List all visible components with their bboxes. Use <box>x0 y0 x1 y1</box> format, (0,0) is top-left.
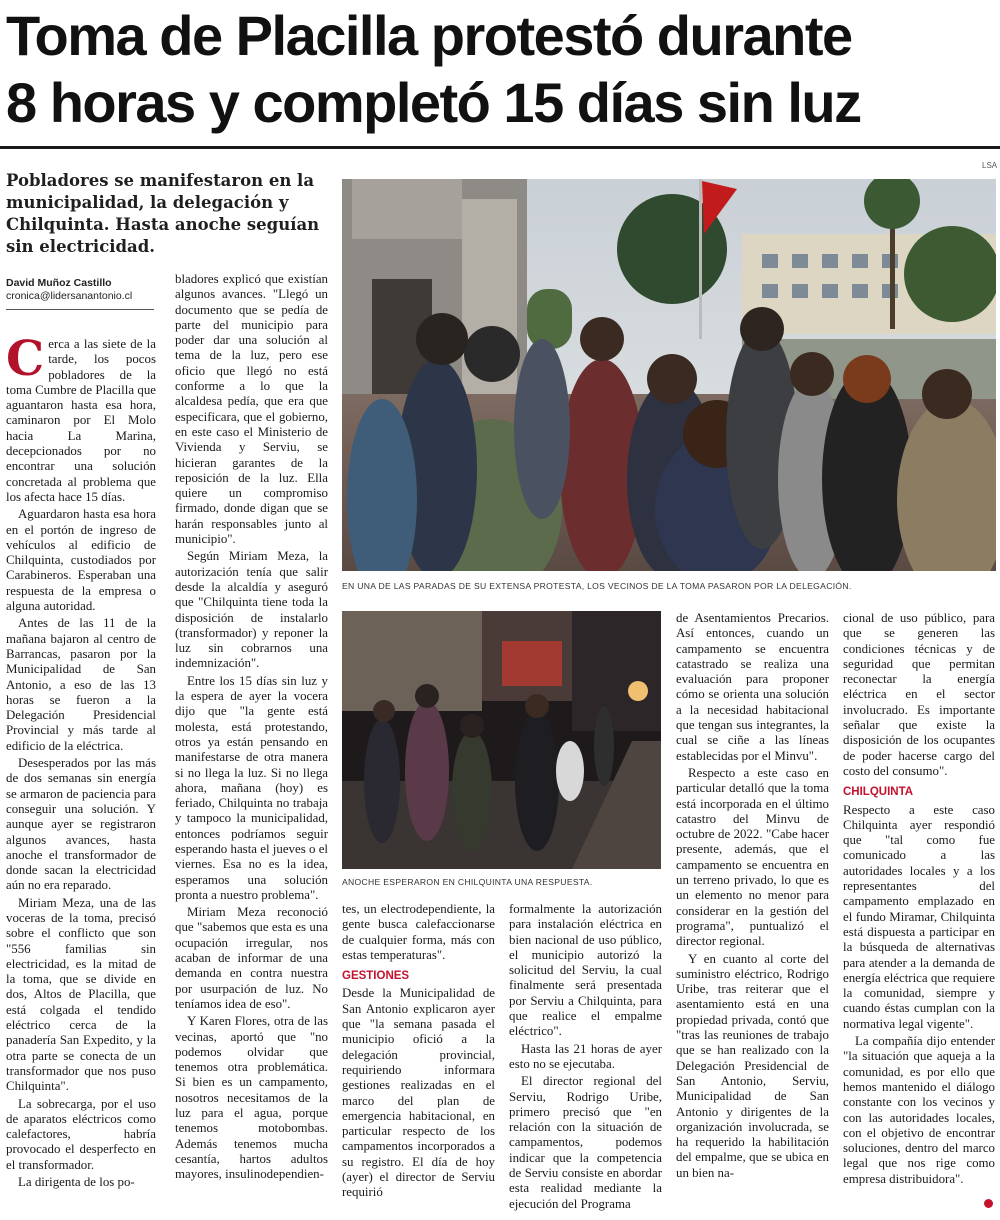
headline-line-2: 8 horas y completó 15 días sin luz <box>6 71 861 134</box>
drop-cap: C <box>6 337 45 387</box>
paragraph: Cerca a las siete de la tarde, los pocos pobladores de la toma Cumbre de Placilla que aguantaron hasta esa hora, caminaron por El Molo hacia La Marina, decepcionados por no encontrar una solución concretada al problema que los afecta hace 15 días. <box>6 337 156 504</box>
second-photo <box>342 611 661 869</box>
paragraph: La sobrecarga, por el uso de aparatos eléctricos como calefactores, habría provocado el desperfecto en el transformador. <box>6 1096 156 1172</box>
paragraph: El director regional del Serviu, Rodrigo Uribe, primero precisó que "en relación con la situación de campamentos, podemos indicar que la competencia de Serviu consiste en abordar esta realidad mediante la ejecución del Programa <box>509 1074 662 1211</box>
paragraph: La dirigenta de los po- <box>18 1175 135 1190</box>
end-mark-icon <box>984 1199 993 1208</box>
paragraph: cional de uso público, para que se generen las condiciones técnicas y de seguridad que permitan reconectar la energía eléctrica en el sector involucrado. Es importante señalar que existe la disposición de los ocupantes de poder hacerse cargo del costo del consumo". <box>843 611 995 778</box>
paragraph: Respecto a este caso Chilquinta ayer respondió que "tal como fue comunicado a las autoridades locales y a los representantes del campamento emplazado en el fundo Miramar, Chilquinta está dispuesta a participar en la búsqueda de alternativas para atender a la demanda de energía eléctrica que requiere la comunidad, siempre y cuando éstas cumplan con la normativa legal vigente". <box>843 802 995 1031</box>
main-photo-caption: EN UNA DE LAS PARADAS DE SU EXTENSA PROTESTA, LOS VECINOS DE LA TOMA PASARON POR LA DELEGACIÓN. <box>342 581 852 591</box>
paragraph: Desesperados por las más de dos semanas sin energía se armaron de paciencia para conseguir una solución. Y aunque ayer se registraron algunos avances, hasta anoche el transformador de donde sacan la electricidad aún no era reparado. <box>6 756 156 893</box>
paragraph: bladores explicó que existían algunos avances. "Llegó un documento que se pedía de parte del municipio para poder dar una solución al tema de la luz, pero ese oficio que llegó no está conforme a lo que la alcaldesa pedía, que era que especificara, que el gobierno, en este caso el Ministerio de Vivienda y Serviu, se hicieran garantes de la reposición de la luz. Ella quiere un compromiso firmado, donde digan que se harán responsables junto al municipio". <box>175 272 328 547</box>
subhead-chilquinta: CHILQUINTA <box>843 786 914 799</box>
paragraph: de Asentamientos Precarios. Así entonces, cuando un campamento se encuentra catastrado se realiza una evaluación para proponer cómo se orienta una solución a la necesidad habitacional que tengan sus integrantes, la cual se ciñe a las líneas establecidas por el Minvu". <box>676 611 829 763</box>
lead-paragraph: Pobladores se manifestaron en la municipalidad, la delegación y Chilquinta. Hasta anoche seguían sin electricidad. <box>6 171 320 256</box>
paragraph: Respecto a este caso en particular detalló que la toma está incorporada en el último catastro del Minvu de octubre de 2022. "Cabe hacer presente, además, que el campamento se encuentra en un terreno privado, lo que es un elemento no menor para considerar en la gestión del programa", puntualizó el director regional. <box>676 765 829 949</box>
paragraph: Según Miriam Meza, la autorización tenía que salir desde la alcaldía y aseguró que "Chilquinta tiene toda la disposición de instalarlo (transformador) y reponer la luz sin cobrarnos una indemnización". <box>175 549 328 671</box>
paragraph: Y Karen Flores, otra de las vecinas, aportó que "no podemos olvidar que tenemos otra problemática. Si bien es un campamento, nosotros necesitamos de la luz para el agua, porque tenemos motobombas. Además tenemos mucha cesantía, hartos adultos mayores, insulinodependien- <box>175 1014 328 1182</box>
paragraph: Miriam Meza, una de las voceras de la toma, precisó sobre el conflicto que son "556 familias sin electricidad, es la mitad de la toma, que se divide en dos, Altos de Placilla, que está colgada el tendido eléctrico cerca de la panadería San Expedito, y la otra parte se conecta de un transformador que nos puso Chilquinta". <box>6 895 156 1094</box>
paragraph: formalmente la autorización para instalación eléctrica en bien nacional de uso público, el municipio autorizó la solicitud del Serviu, la cual finalmente será presentada por Serviu a Chilquinta, para que realice el empalme eléctrico". <box>509 902 662 1039</box>
article-column-2 <box>175 272 328 1212</box>
article-column-1 <box>6 337 156 1212</box>
paragraph: Aguardaron hasta esa hora en el portón de ingreso de vehículos al edificio de Chilquinta, custodiados por Carabineros. Esperaban una respuesta de la empresa o alguna autoridad. <box>6 507 156 614</box>
article-column-5 <box>676 611 829 1211</box>
article-column-4 <box>509 902 662 1212</box>
headline <box>6 2 996 136</box>
main-photo-illustration <box>342 179 996 571</box>
headline-divider <box>0 146 1000 149</box>
headline-line-1: Toma de Placilla protestó durante <box>6 4 852 67</box>
byline-author: David Muñoz Castillo <box>6 277 112 289</box>
byline-email: cronica@lidersanantonio.cl <box>6 290 133 302</box>
paragraph: Entre los 15 días sin luz y la espera de ayer la vocera dijo que "la gente está molesta, está protestando, otros ya están pensando en manifestarse de otra manera si no llega la luz. Si no llega ahora, mañana (hoy) es feriado, Chilquinta no trabaja y tampoco la municipalidad, entonces podríamos seguir esperando hasta el jueves o el viernes. Esa no es la idea, esperamos una solución pronta a nuestro problema". <box>175 673 328 902</box>
paragraph: Desde la Municipalidad de San Antonio explicaron ayer que "la semana pasada el municipio ofició a la delegación provincial, requiriendo informara gestiones realizadas en el marco del plan de emergencia habitacional, en particular respecto de los campamentos incorporados a su registro. El día de hoy (ayer) el director de Serviu requirió <box>342 986 495 1200</box>
paragraph: tes, un electrodependiente, la gente busca calefaccionarse de cualquier forma, más con estas temperaturas". <box>342 902 495 962</box>
paragraph: Hasta las 21 horas de ayer esto no se ejecutaba. <box>509 1041 662 1071</box>
paragraph: Antes de las 11 de la mañana bajaron al centro de Barrancas, pasaron por la Municipalidad de San Antonio, a eso de las 13 horas se fueron a la Delegación Presidencial Provincial y más tarde al edificio de la eléctrica. <box>6 616 156 753</box>
second-photo-caption: ANOCHE ESPERARON EN CHILQUINTA UNA RESPUESTA. <box>342 877 593 887</box>
main-photo <box>342 179 996 571</box>
paragraph: Miriam Meza reconoció que "sabemos que esta es una ocupación irregular, nos acaban de informar de una demanda en contra nuestra por usurpación de luz. No teníamos idea de eso". <box>175 905 328 1011</box>
byline-divider <box>6 309 154 310</box>
photo-credit: LSA <box>982 161 998 170</box>
paragraph: La compañía dijo entender "la situación que aqueja a la comunidad, es por ello que hemos mantenido el diálogo constante con los vecinos y con las autoridades locales, con el objetivo de encontrar soluciones, dentro del marco legal que nos rige como empresa distribuidora". <box>843 1034 995 1186</box>
second-photo-illustration <box>342 611 661 869</box>
article-column-6 <box>843 611 995 1211</box>
subhead-gestiones: GESTIONES <box>342 970 410 983</box>
paragraph: Y en cuanto al corte del suministro eléctrico, Rodrigo Uribe, tras reiterar que el asentamiento está en una propiedad privada, contó que "tras las reuniones de trabajo que se han realizado con la Delegación Presidencial de San Antonio, Serviu, Municipalidad de San Antonio y dirigentes de la organización involucrada, se ha requerido la habilitación del empalme, que se ubica en un bien na- <box>676 951 829 1180</box>
article-column-3 <box>342 902 495 1212</box>
